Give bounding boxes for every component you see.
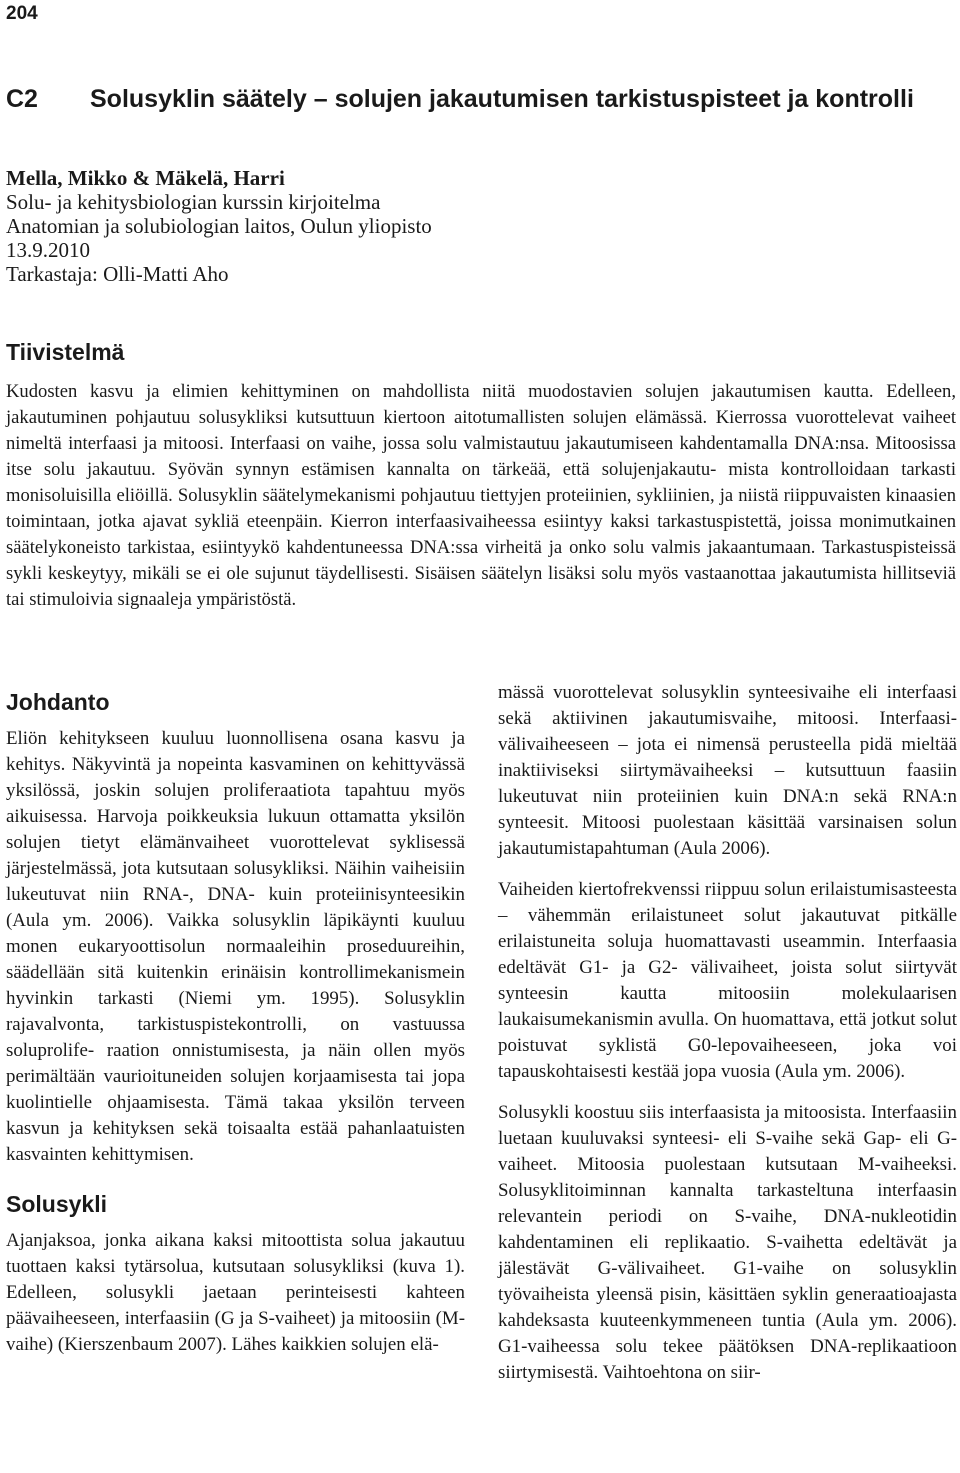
solusykli-heading: Solusykli (6, 1191, 107, 1217)
date: 13.9.2010 (6, 238, 90, 262)
authors: Mella, Mikko & Mäkelä, Harri (6, 166, 285, 190)
reviewer: Tarkastaja: Olli-Matti Aho (6, 262, 229, 286)
course-info: Solu- ja kehitysbiologian kurssin kirjoitelma (6, 190, 381, 214)
abstract-text: Kudosten kasvu ja elimien kehittyminen on mahdollista niitä muodostavien solujen jakautumisen kautta. Edelleen, jakautuminen pohjautuu solusykliksi kutsuttuun kiertoon aitotumallisten solujen elämässä. Kierrossa vuorottelevat vaiheet nimeltä interfaasi ja mitoosi. Interfaasi on vaihe, jossa solu valmistautuu jakautumiseen kahdentamalla DNA:nsa. Mitoosissa itse solu jakautuu. Syövän synnyn estämisen kannalta on tärkeää, että solujenjakautu- mista kontrolloidaan tarkasti monisoluisilla eliöillä. Solusyklin säätelymekanismi pohjautuu tiettyjen proteiinien, sykliinien, ja niistä riippuvaisten kinaasien toimintaan, jotka ajavat sykliä eteenpäin. Kierron interfaasivaiheessa esiintyy kaksi tarkastuspistettä, joissa monimutkainen säätelykoneisto tarkistaa, esiintyykö kahdentuneessa DNA:ssa virheitä ja onko solu valmis jakaantumaan. Tarkastuspisteissä sykli keskeytyy, mikäli se ei ole sujunut täydellisesti. Sisäisen säätelyn lisäksi solu myös vastaanottaa jakautumista hillitseviä tai stimuloivia signaaleja ympäristöstä. (6, 381, 956, 610)
right-column (498, 680, 957, 1386)
page-number: 204 (6, 3, 38, 24)
body-paragraph: Solusykli koostuu siis interfaasista ja mitoosista. Interfaasiin luetaan kuuluvaksi synteesi- eli S-vaihe sekä Gap- eli G-vaiheet. Mitoosia puolestaan kutsutaan M-vaiheeksi. Solusyklitoiminnan kannalta tarkasteltuna interfaasin relevantein periodi on S-vaihe, DNA-nukleotidin kahdentaminen eli replikaatio. S-vaihetta edeltävät ja jälestävät G-välivaiheet. G1-vaihe on solusyklin työvaiheista yleensä pisin, käsittäen syklin generaatioajasta kahdeksasta kuuteenkymmeneen tuntia (Aula ym. 2006). G1-vaiheessa solu tekee päätöksen DNA-replikaatioon siirtymisestä. Vaihtoehtona on siir- (498, 1102, 957, 1383)
intro-text: Eliön kehitykseen kuuluu luonnollisena osana kasvu ja kehitys. Näkyvintä ja nopeinta kasvaminen on kehittyvässä yksilössä, joskin solujen proliferaatiota tapahtuu myös aikuisessa. Harvoja poikkeuksia lukuun ottamatta yksilön solujen tietyt elämänvaiheet vuorottelevat syklisessä järjestelmässä, jota kutsutaan solusykliksi. Näihin vaiheisiin lukeutuvat niin RNA-, DNA- kuin proteiinisynteesikin (Aula ym. 2006). Vaikka solusyklin läpikäynti kuuluu monen eukaryoottisolun normaaleihin proseduureihin, säädellään sitä kuitenkin erinäisin kontrollimekanismein hyvinkin tarkasti (Niemi ym. 1995). Solusyklin rajavalvonta, tarkistuspistekontrolli, on vastuussa soluprolife- raation onnistumisesta, ja näin ollen myös perimältään vaurioituneiden solujen korjaamisesta tai jopa kuolintielle ohjaamisesta. Tämä takaa yksilön terveen kasvun ja kehityksen sekä toisaalta estää pahanlaatuisten kasvainten kehittymisen. (6, 728, 465, 1165)
section-code: C2 (6, 85, 38, 113)
page-title: Solusyklin säätely – solujen jakautumisen tarkistuspisteet ja kontrolli (90, 85, 914, 113)
department-info: Anatomian ja solubiologian laitos, Oulun yliopisto (6, 214, 432, 238)
abstract-heading: Tiivistelmä (6, 339, 125, 365)
left-column (6, 688, 465, 1358)
body-paragraph: mässä vuorottelevat solusyklin synteesivaihe eli interfaasi sekä aktiivinen jakautumisvaihe, mitoosi. Interfaasi-välivaiheeseen – jota ei nimensä perusteella pidä mieltää inaktiiviseksi siirtymävaiheeksi – kutsuttuun faasiin lukeutuvat niin proteiinien kuin DNA:n sekä RNA:n synteesit. Mitoosi puolestaan käsittää varsinaisen solun jakautumistapahtuman (Aula 2006). (498, 682, 957, 859)
article-meta (6, 166, 906, 286)
intro-heading: Johdanto (6, 689, 110, 715)
body-paragraph: Vaiheiden kiertofrekvenssi riippuu solun erilaistumisasteesta – vähemmän erilaistuneet solut jakautuvat pitkälle erilaistuneita soluja huomattavasti useammin. Interfaasia edeltävät G1- ja G2- välivaiheet, joista solut siirtyvät synteesin kautta mitoosiin molekulaarisen laukaisumekanismin avulla. On huomattava, että jotkut solut poistuvat syklistä G0-lepovaiheeseen, joka voi tapauskohtaisesti kestää jopa vuosia (Aula ym. 2006). (498, 879, 957, 1082)
solusykli-text: Ajanjaksoa, jonka aikana kaksi mitoottista solua jakautuu tuottaen kaksi tytärsolua, kutsutaan solusykliksi (kuva 1). Edelleen, solusykli jaetaan perinteisesti kahteen päävaiheeseen, interfaasiin (G ja S-vaiheet) ja mitoosiin (M-vaihe) (Kierszenbaum 2007). Lähes kaikkien solujen elä- (6, 1230, 465, 1355)
